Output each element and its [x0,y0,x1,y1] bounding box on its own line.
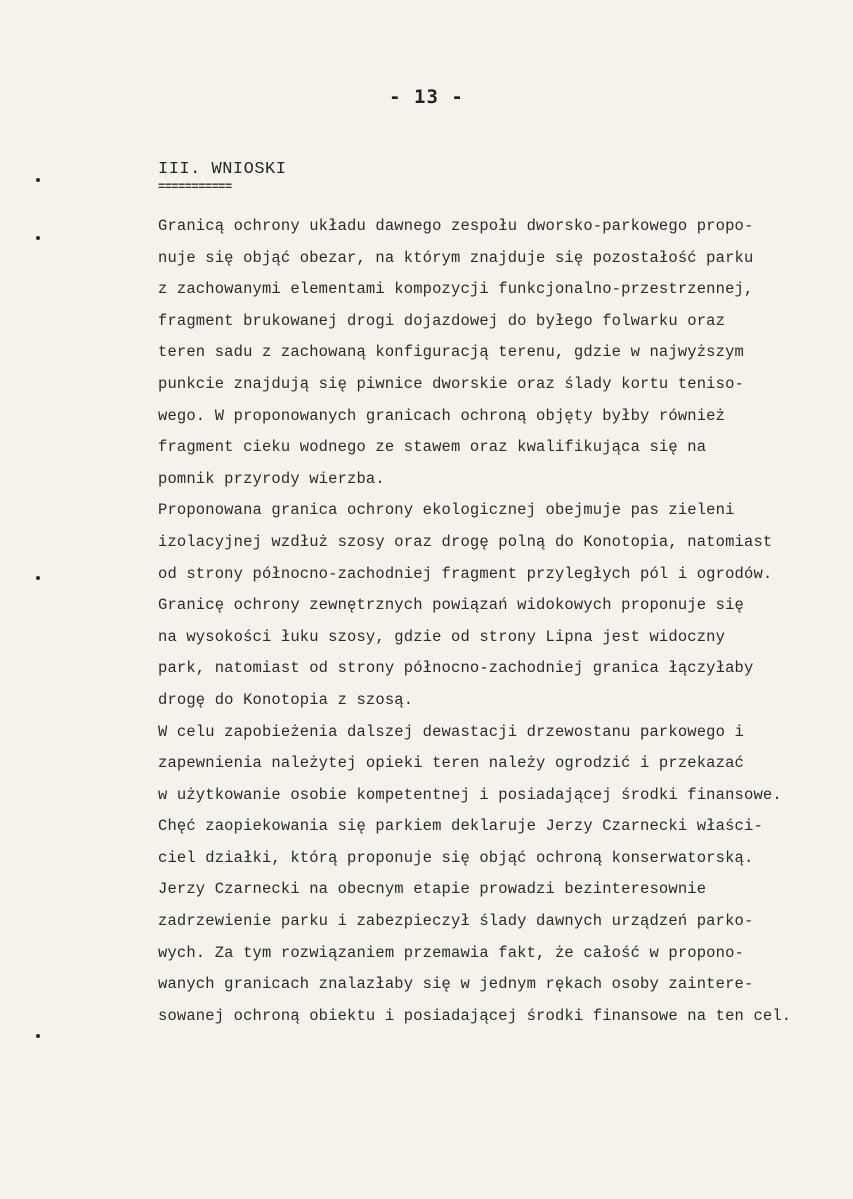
text-line: na wysokości łuku szosy, gdzie od strony Lipna jest widoczny [158,627,726,646]
text-line: Jerzy Czarnecki na obecnym etapie prowadzi bezinteresownie [158,880,707,899]
text-line: sowanej ochroną obiektu i posiadającej środki finansowe na ten cel. [158,1006,792,1025]
margin-dot [36,178,40,182]
page-number: - 13 - [389,86,464,108]
section-heading: III. WNIOSKI [158,160,287,179]
margin-dot [36,1034,40,1038]
text-line: W celu zapobieżenia dalszej dewastacji drzewostanu parkowego i [158,722,744,741]
text-line: Chęć zaopiekowania się parkiem deklaruje Jerzy Czarnecki właści- [158,817,763,836]
text-line: wanych granicach znalazłaby się w jednym rękach osoby zaintere- [158,975,754,994]
text-line: pomnik przyrody wierzba. [158,469,385,488]
text-line: wych. Za tym rozwiązaniem przemawia fakt, że całość w propono- [158,943,744,962]
text-line: zapewnienia należytej opieki teren należy ogrodzić i przekazać [158,754,744,773]
text-line: drogę do Konotopia z szosą. [158,690,414,709]
text-line: nuje się objąć obezar, na którym znajduje się pozostałość parku [158,248,754,267]
text-line: od strony północno-zachodniej fragment przyległych pól i ogrodów. [158,564,773,583]
text-line: teren sadu z zachowaną konfiguracją terenu, gdzie w najwyższym [158,343,744,362]
text-line: wego. W proponowanych granicach ochroną objęty byłby również [158,406,726,425]
text-line: Proponowana granica ochrony ekologicznej obejmuje pas zieleni [158,501,735,520]
text-line: zadrzewienie parku i zabezpieczył ślady dawnych urządzeń parko- [158,912,754,931]
text-line: ciel działki, którą proponuje się objąć ochroną konserwatorską. [158,848,754,867]
text-line: park, natomiast od strony północno-zachodniej granica łączyłaby [158,659,754,678]
margin-dot [36,576,40,580]
text-line: Granicą ochrony układu dawnego zespołu dworsko-parkowego propo- [158,217,754,235]
text-line: z zachowanymi elementami kompozycji funkcjonalno-przestrzennej, [158,280,754,299]
text-line: izolacyjnej wzdłuż szosy oraz drogę polną do Konotopia, natomiast [158,532,773,551]
body-text [158,214,848,1035]
heading-underline: =========== [158,180,232,194]
text-line: punkcie znajdują się piwnice dworskie oraz ślady kortu teniso- [158,374,744,393]
text-line: Granicę ochrony zewnętrznych powiązań widokowych proponuje się [158,596,744,615]
text-line: w użytkowanie osobie kompetentnej i posiadającej środki finansowe. [158,785,782,804]
text-line: fragment brukowanej drogi dojazdowej do byłego folwarku oraz [158,311,726,330]
text-line: fragment cieku wodnego ze stawem oraz kwalifikująca się na [158,438,707,457]
margin-dot [36,236,40,240]
